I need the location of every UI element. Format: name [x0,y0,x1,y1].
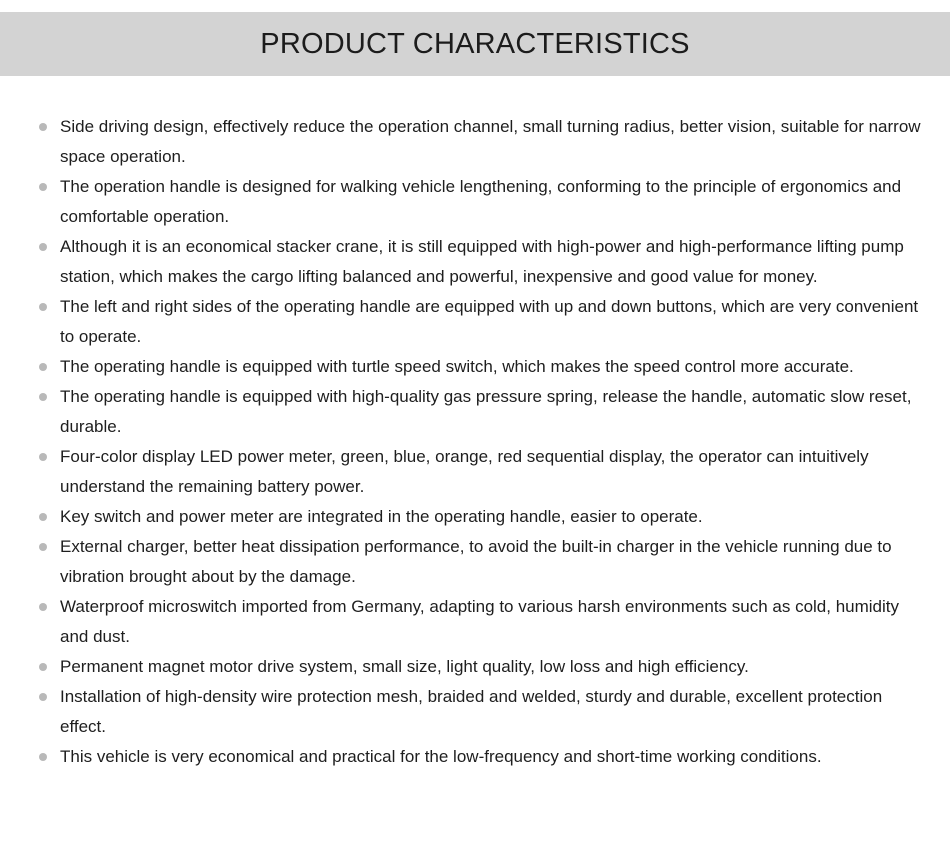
bullet-icon [39,543,47,551]
list-item [36,292,926,352]
bullet-icon [39,603,47,611]
list-item [36,652,926,682]
bullet-icon [39,453,47,461]
bullet-icon [39,693,47,701]
bullet-icon [39,303,47,311]
bullet-icon [39,663,47,671]
list-item-text: The operation handle is designed for walking vehicle lengthening, conforming to the principle of ergonomics and comfortable operation. [60,177,902,226]
bullet-icon [39,753,47,761]
list-item-text: Although it is an economical stacker crane, it is still equipped with high-power and high-performance lifting pump station, which makes the cargo lifting balanced and powerful, inexpensive and good value for money. [60,237,904,286]
list-item [36,592,926,652]
list-item [36,532,926,592]
list-item [36,112,926,172]
list-item [36,382,926,442]
list-item [36,682,926,742]
list-item-text: Installation of high-density wire protection mesh, braided and welded, sturdy and durable, excellent protection effect. [60,687,883,736]
list-item-text: Four-color display LED power meter, green, blue, orange, red sequential display, the operator can intuitively understand the remaining battery power. [60,447,869,496]
list-item [36,502,926,532]
list-item-text: This vehicle is very economical and practical for the low-frequency and short-time working conditions. [60,747,822,766]
feature-list [36,112,926,772]
list-item-text: External charger, better heat dissipation performance, to avoid the built-in charger in the vehicle running due to vibration brought about by the damage. [60,537,892,586]
list-item [36,742,926,772]
list-item-text: Key switch and power meter are integrated in the operating handle, easier to operate. [60,507,703,526]
bullet-icon [39,513,47,521]
list-item [36,352,926,382]
bullet-icon [39,243,47,251]
list-item-text: Permanent magnet motor drive system, small size, light quality, low loss and high efficiency. [60,657,749,676]
list-item-text: The left and right sides of the operating handle are equipped with up and down buttons, which are very convenient to operate. [60,297,919,346]
list-item [36,172,926,232]
header-bar [0,12,950,76]
page-title: PRODUCT CHARACTERISTICS [260,27,690,60]
list-item-text: Side driving design, effectively reduce the operation channel, small turning radius, better vision, suitable for narrow space operation. [60,117,921,166]
bullet-icon [39,363,47,371]
list-item [36,232,926,292]
bullet-icon [39,183,47,191]
list-item-text: The operating handle is equipped with high-quality gas pressure spring, release the handle, automatic slow reset, durable. [60,387,912,436]
list-item [36,442,926,502]
list-item-text: The operating handle is equipped with turtle speed switch, which makes the speed control more accurate. [60,357,854,376]
bullet-icon [39,393,47,401]
list-item-text: Waterproof microswitch imported from Germany, adapting to various harsh environments such as cold, humidity and dust. [60,597,900,646]
bullet-icon [39,123,47,131]
